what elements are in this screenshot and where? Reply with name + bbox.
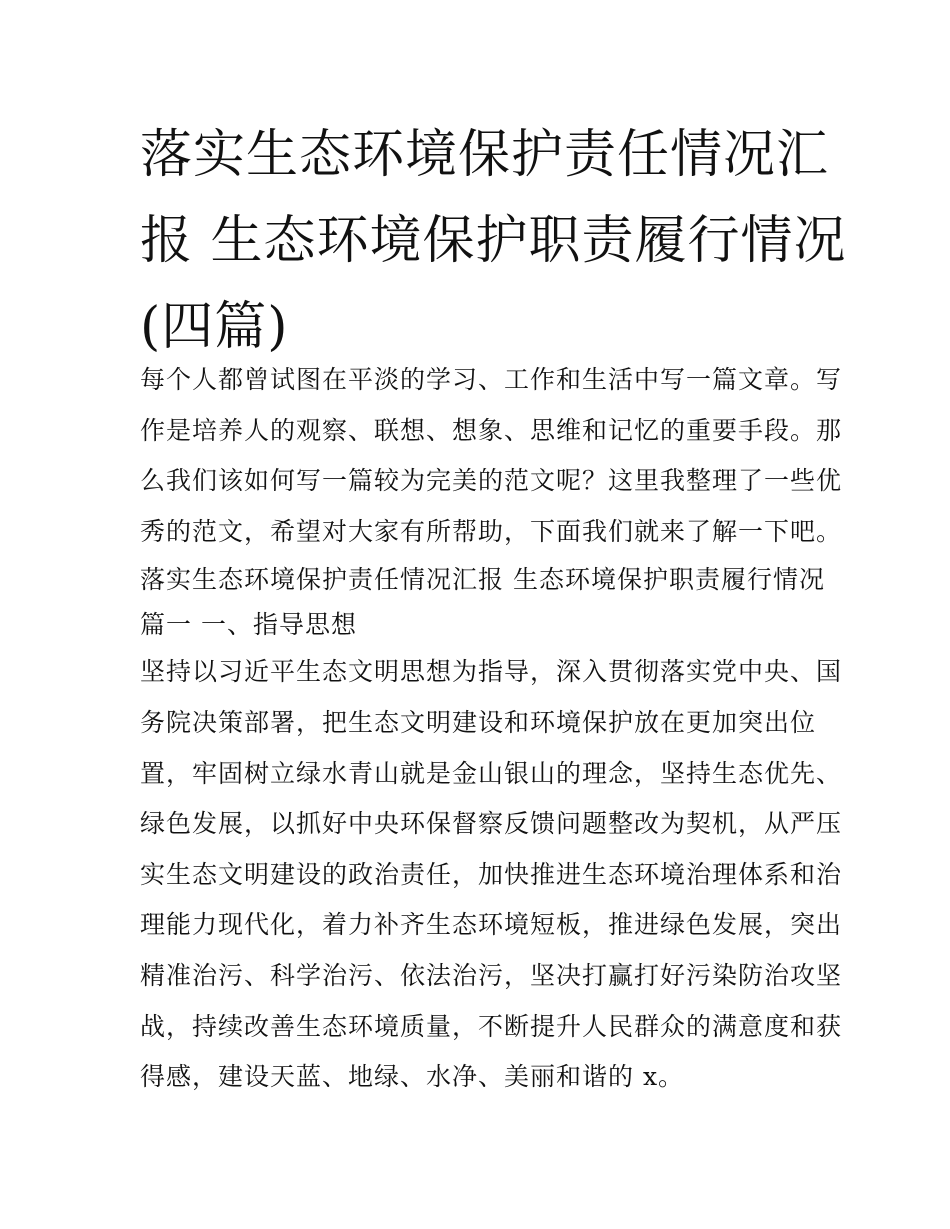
paragraph-line: 置，牢固树立绿水青山就是金山银山的理念，坚持生态优先、 [140, 758, 843, 788]
intro-line: 秀的范文，希望对大家有所帮助，下面我们就来了解一下吧。 [140, 516, 843, 546]
title-line: 报 生态环境保护职责履行情况 [140, 211, 847, 271]
paragraph-line: 精准治污、科学治污、依法治污，坚决打赢打好污染防治攻坚 [140, 960, 843, 990]
paragraph-line: 战，持续改善生态环境质量，不断提升人民群众的满意度和获 [140, 1011, 843, 1041]
paragraph-line: 实生态文明建设的政治责任，加快推进生态环境治理体系和治 [140, 859, 843, 889]
document-title [140, 112, 847, 370]
section-heading [140, 557, 830, 647]
document-body [140, 355, 843, 1103]
intro-line: 么我们该如何写一篇较为完美的范文呢？这里我整理了一些优 [140, 466, 843, 496]
paragraph-line: 务院决策部署，把生态文明建设和环境保护放在更加突出位 [140, 707, 817, 737]
guiding-thought-paragraph [140, 647, 843, 1102]
title-line: 落实生态环境保护责任情况汇 [140, 125, 830, 185]
section-heading-line: 篇一 一、指导思想 [140, 610, 357, 640]
paragraph-line: 坚持以习近平生态文明思想为指导，深入贯彻落实党中央、国 [140, 657, 843, 687]
paragraph-line: 得感，建设天蓝、地绿、水净、美丽和谐的 x。 [140, 1062, 685, 1092]
title-line: (四篇) [140, 297, 289, 357]
intro-paragraph [140, 355, 843, 557]
paragraph-line: 理能力现代化，着力补齐生态环境短板，推进绿色发展，突出 [140, 910, 843, 940]
intro-line: 每个人都曾试图在平淡的学习、工作和生活中写一篇文章。写 [140, 365, 843, 394]
intro-line: 作是培养人的观察、联想、想象、思维和记忆的重要手段。那 [140, 415, 843, 445]
section-heading-line: 落实生态环境保护责任情况汇报 生态环境保护职责履行情况 [140, 565, 825, 595]
paragraph-line: 绿色发展，以抓好中央环保督察反馈问题整改为契机，从严压 [140, 809, 843, 839]
